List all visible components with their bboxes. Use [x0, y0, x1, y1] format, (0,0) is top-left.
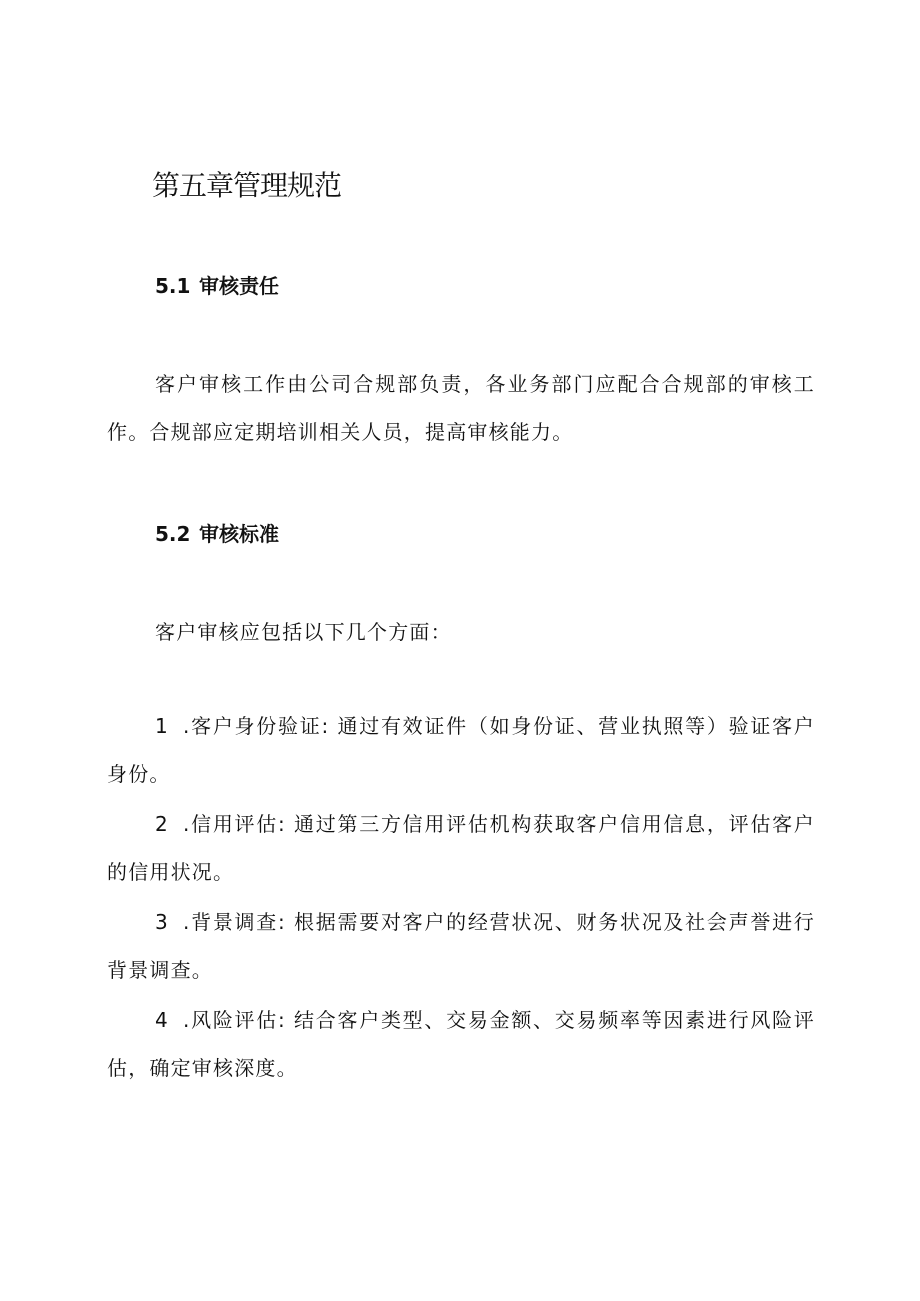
- section-title: 审核责任: [199, 274, 279, 298]
- list-item-text: .风险评估: 结合客户类型、交易金额、交易频率等因素进行风险评估，确定审核深度。: [107, 1008, 815, 1080]
- section-number: 5.1: [155, 274, 191, 298]
- list-item: [107, 898, 815, 994]
- chapter-title: 第五章管理规范: [152, 169, 342, 202]
- list-item-index: 4: [155, 1008, 169, 1032]
- paragraph-audit-responsibility: 客户审核工作由公司合规部负责，各业务部门应配合合规部的审核工作。合规部应定期培训相关人员，提高审核能力。: [107, 372, 815, 444]
- section-heading-5-2: [155, 518, 279, 547]
- section-heading-5-1: [155, 270, 279, 299]
- paragraph-audit-standards-intro: 客户审核应包括以下几个方面：: [155, 620, 452, 644]
- list-item: [107, 996, 815, 1092]
- list-item-text: .信用评估: 通过第三方信用评估机构获取客户信用信息，评估客户的信用状况。: [107, 812, 815, 884]
- list-item-text: .背景调查: 根据需要对客户的经营状况、财务状况及社会声誉进行背景调查。: [107, 910, 815, 982]
- list-item-index: 2: [155, 812, 169, 836]
- section-title: 审核标准: [199, 522, 279, 546]
- list-item: [107, 702, 815, 798]
- list-item-text: .客户身份验证: 通过有效证件（如身份证、营业执照等）验证客户身份。: [107, 714, 815, 786]
- list-item-index: 3: [155, 910, 169, 934]
- list-item-index: 1: [155, 714, 169, 738]
- section-number: 5.2: [155, 522, 191, 546]
- list-item: [107, 800, 815, 896]
